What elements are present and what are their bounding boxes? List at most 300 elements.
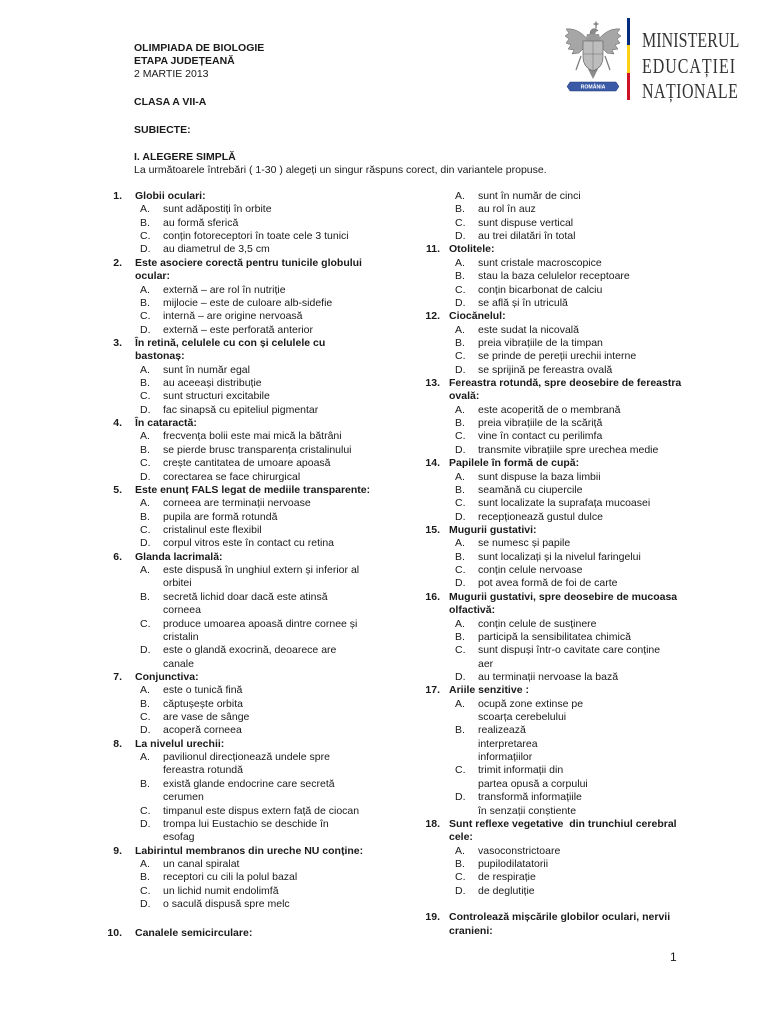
answer-option-d bbox=[0, 577, 768, 590]
question-stem-line bbox=[0, 684, 768, 697]
answer-text: este dispusă în unghiul extern și inferior al bbox=[163, 564, 360, 577]
answer-text: acoperă corneea bbox=[163, 724, 242, 737]
question-18 bbox=[0, 818, 768, 898]
question-number: 18. bbox=[425, 817, 440, 830]
answer-text: sunt localizate la suprafața mucoasei bbox=[478, 497, 651, 510]
answer-option-a bbox=[0, 190, 768, 203]
question-14 bbox=[0, 457, 768, 524]
answer-option-line bbox=[0, 203, 768, 216]
answer-option-a bbox=[0, 324, 768, 337]
answer-text: vine în contact cu perilimfa bbox=[478, 430, 603, 443]
answer-option-d bbox=[0, 230, 768, 243]
answer-letter: D. bbox=[455, 230, 466, 243]
answer-letter: B. bbox=[455, 630, 465, 643]
answer-text: esofag bbox=[163, 831, 195, 844]
question-stem-line bbox=[0, 925, 768, 938]
answer-text: trimit informații din bbox=[478, 764, 564, 777]
answer-option-line bbox=[0, 778, 768, 791]
answer-option-b bbox=[0, 724, 768, 764]
question-stem-line bbox=[0, 591, 768, 604]
answer-option-line bbox=[0, 791, 768, 804]
competition-title: OLIMPIADA DE BIOLOGIE bbox=[134, 42, 265, 54]
question-text: Controlează mișcările globilor oculari, nervii bbox=[449, 911, 671, 924]
question-number: 7. bbox=[113, 670, 122, 683]
answer-option-d bbox=[0, 364, 768, 377]
question-text: În cataractă: bbox=[135, 417, 197, 430]
answer-option-line bbox=[0, 337, 768, 350]
answer-text: preia vibrațiile de la scăriță bbox=[478, 417, 603, 430]
answer-letter: C. bbox=[140, 457, 151, 470]
answer-text: au trei dilatări în total bbox=[478, 230, 576, 243]
question-options-continued bbox=[0, 190, 768, 243]
question-text: ovală: bbox=[449, 390, 480, 403]
question-text: Mugurii gustativi, spre deosebire de mucoasa bbox=[449, 590, 678, 603]
answer-text: se află și în utriculă bbox=[478, 296, 568, 309]
answer-option-line bbox=[0, 671, 768, 684]
competition-stage: ETAPA JUDEȚEANĂ bbox=[134, 55, 235, 67]
answer-letter: A. bbox=[140, 203, 150, 216]
answer-option-d bbox=[0, 297, 768, 310]
answer-letter: B. bbox=[140, 296, 150, 309]
answer-text: se pierde brusc transparența cristalinului bbox=[163, 443, 352, 456]
question-stem-line bbox=[0, 524, 768, 537]
answer-text: conțin bicarbonat de calciu bbox=[478, 283, 603, 296]
question-number: 12. bbox=[425, 310, 440, 323]
answer-option-a bbox=[0, 404, 768, 417]
answer-letter: C. bbox=[455, 871, 466, 884]
question-number: 10. bbox=[107, 927, 122, 939]
question-number: 9. bbox=[113, 844, 122, 857]
answer-letter: C. bbox=[140, 523, 151, 536]
answer-letter: C. bbox=[455, 430, 466, 443]
answer-option-c bbox=[0, 430, 768, 443]
answer-option-line bbox=[0, 471, 768, 484]
answer-text: au aceeași distribuție bbox=[163, 377, 262, 390]
question-text: Papilele în formă de cupă: bbox=[449, 457, 580, 470]
answer-text: fac sinapsă cu epiteliul pigmentar bbox=[163, 403, 319, 416]
answer-text: receptori cu cili la polul bazal bbox=[163, 871, 298, 884]
answer-letter: D. bbox=[455, 296, 466, 309]
answer-letter: A. bbox=[140, 857, 150, 870]
section-title: I. ALEGERE SIMPLĂ bbox=[134, 151, 236, 163]
answer-option-line bbox=[0, 404, 768, 417]
question-number: 4. bbox=[113, 417, 122, 430]
answer-letter: A. bbox=[455, 617, 465, 630]
coat-of-arms-emblem bbox=[563, 20, 623, 98]
answer-option-a bbox=[0, 257, 768, 270]
answer-letter: C. bbox=[140, 617, 151, 630]
answer-text: se sprijină pe fereastra ovală bbox=[478, 363, 613, 376]
question-text: Otolitele: bbox=[449, 243, 495, 256]
answer-text: mijlocie – este de culoare alb-sidefie bbox=[163, 296, 333, 309]
question-stem-line bbox=[0, 390, 768, 403]
question-17 bbox=[0, 684, 768, 818]
ministry-name-line-2: EDUCAȚIEI bbox=[642, 54, 737, 78]
answer-letter: C. bbox=[455, 644, 466, 657]
answer-letter: B. bbox=[455, 550, 465, 563]
answer-text: canale bbox=[163, 657, 194, 670]
answer-text: au formă sferică bbox=[163, 216, 239, 229]
answer-text: fereastra rotundă bbox=[163, 764, 243, 777]
answer-option-d bbox=[0, 444, 768, 457]
answer-letter: B. bbox=[455, 336, 465, 349]
answer-text: sunt dispuse vertical bbox=[478, 216, 574, 229]
answer-letter: D. bbox=[455, 884, 466, 897]
ministry-name-line-1: MINISTERUL bbox=[642, 28, 740, 52]
emblem-banner-text: ROMÂNIA bbox=[580, 84, 606, 91]
answer-letter: D. bbox=[455, 363, 466, 376]
answer-text: conțin celule nervoase bbox=[478, 564, 583, 577]
answer-text: se numesc și papile bbox=[478, 537, 571, 550]
answer-option-c bbox=[0, 644, 768, 671]
answer-option-line bbox=[0, 190, 768, 203]
answer-letter: B. bbox=[140, 871, 150, 884]
answer-letter: B. bbox=[140, 377, 150, 390]
answer-text: corneea bbox=[163, 604, 201, 617]
question-text: Mugurii gustativi: bbox=[449, 523, 537, 536]
answer-letter: D. bbox=[140, 403, 151, 416]
question-stem-line bbox=[0, 911, 768, 924]
question-number: 6. bbox=[113, 550, 122, 563]
answer-option-line bbox=[0, 698, 768, 711]
question-text: Este enunț FALS legat de mediile transparente: bbox=[135, 483, 371, 496]
answer-option-b bbox=[0, 631, 768, 644]
answer-text: vasoconstrictoare bbox=[478, 844, 561, 857]
answer-text: este sudat la nicovală bbox=[478, 323, 579, 336]
question-text: Globii oculari: bbox=[135, 190, 206, 202]
answer-letter: C. bbox=[140, 884, 151, 897]
answer-option-c bbox=[0, 564, 768, 577]
tricolor-bar bbox=[627, 18, 630, 100]
answer-option-line bbox=[0, 551, 768, 564]
answer-letter: B. bbox=[140, 216, 150, 229]
answer-text: în senzații conștiente bbox=[478, 804, 577, 817]
answer-option-line bbox=[0, 257, 768, 270]
answer-option-c bbox=[0, 764, 768, 791]
answer-option-line bbox=[0, 845, 768, 858]
answer-letter: C. bbox=[455, 497, 466, 510]
answer-text: realizează bbox=[478, 724, 526, 737]
answer-option-line bbox=[0, 644, 768, 657]
answer-option-line bbox=[0, 711, 768, 724]
answer-letter: D. bbox=[140, 243, 151, 256]
answer-option-line bbox=[0, 631, 768, 644]
flag-stripe-blue bbox=[627, 18, 630, 45]
answer-text: un lichid numit endolimfă bbox=[163, 884, 279, 897]
answer-text: trompa lui Eustachio se deschide în bbox=[163, 817, 329, 830]
question-text: Ciocănelul: bbox=[449, 310, 506, 323]
answer-option-line bbox=[0, 417, 768, 430]
answer-text: sunt cristale macroscopice bbox=[478, 256, 602, 269]
question-stem-line bbox=[0, 831, 768, 844]
answer-letter: C. bbox=[140, 230, 151, 243]
answer-text: ocupă zone extinse pe bbox=[478, 697, 584, 710]
answer-letter: C. bbox=[455, 350, 466, 363]
question-stem-line bbox=[0, 604, 768, 617]
answer-text: produce umoarea apoasă dintre cornee și bbox=[163, 617, 358, 630]
answer-option-line bbox=[0, 217, 768, 230]
answer-letter: D. bbox=[455, 577, 466, 590]
answer-letter: B. bbox=[455, 483, 465, 496]
question-number: 13. bbox=[425, 377, 440, 390]
question-number: 19. bbox=[425, 911, 440, 924]
answer-option-line bbox=[0, 511, 768, 524]
answer-text: conțin celule de susținere bbox=[478, 617, 597, 630]
answer-letter: A. bbox=[140, 684, 150, 697]
answer-letter: D. bbox=[140, 323, 151, 336]
subjects-heading: SUBIECTE: bbox=[134, 124, 191, 136]
answer-text: sunt adăpostiți în orbite bbox=[163, 203, 272, 216]
answer-option-b bbox=[0, 203, 768, 216]
answer-option-line bbox=[0, 564, 768, 577]
answer-letter: A. bbox=[455, 323, 465, 336]
answer-letter: A. bbox=[455, 844, 465, 857]
answer-option-line bbox=[0, 270, 768, 283]
answer-letter: C. bbox=[455, 283, 466, 296]
question-text: bastonaș: bbox=[135, 350, 185, 363]
questions-column-right bbox=[0, 190, 768, 938]
answer-letter: A. bbox=[140, 283, 150, 296]
question-number: 2. bbox=[113, 256, 122, 269]
answer-text: sunt structuri excitabile bbox=[163, 390, 270, 403]
answer-text: externă – are rol în nutriție bbox=[163, 283, 286, 296]
answer-text: este o tunică fină bbox=[163, 684, 243, 697]
answer-letter: A. bbox=[455, 403, 465, 416]
answer-text: se prinde de pereții urechii interne bbox=[478, 350, 637, 363]
answer-text: cristalin bbox=[163, 630, 199, 643]
answer-letter: D. bbox=[455, 510, 466, 523]
answer-option-line bbox=[0, 350, 768, 363]
answer-text: partea opusă a corpului bbox=[478, 777, 588, 790]
answer-text: există glande endocrine care secretă bbox=[163, 777, 335, 790]
answer-letter: B. bbox=[455, 203, 465, 216]
answer-text: are vase de sânge bbox=[163, 711, 250, 724]
answer-option-line bbox=[0, 738, 768, 751]
answer-option-a bbox=[0, 618, 768, 631]
question-text: Glanda lacrimală: bbox=[135, 550, 223, 563]
answer-letter: D. bbox=[140, 470, 151, 483]
answer-text: sunt în număr de cinci bbox=[478, 190, 581, 202]
answer-letter: C. bbox=[455, 764, 466, 777]
question-text: Conjunctiva: bbox=[135, 670, 199, 683]
answer-letter: C. bbox=[140, 711, 151, 724]
answer-option-line bbox=[0, 618, 768, 631]
answer-letter: A. bbox=[140, 430, 150, 443]
answer-letter: A. bbox=[455, 697, 465, 710]
answer-text: preia vibrațiile de la timpan bbox=[478, 336, 603, 349]
answer-option-a bbox=[0, 845, 768, 858]
answer-text: recepționează gustul dulce bbox=[478, 510, 603, 523]
answer-text: este o glandă exocrină, deoarece are bbox=[163, 644, 337, 657]
question-number: 1. bbox=[113, 190, 122, 202]
answer-text: sunt localizați și la nivelul faringelui bbox=[478, 550, 641, 563]
question-number: 3. bbox=[113, 336, 122, 349]
grade-level: CLASA A VII-A bbox=[134, 96, 207, 108]
question-number: 5. bbox=[113, 483, 122, 496]
question-number: 15. bbox=[425, 523, 440, 536]
answer-text: pupilodilatatorii bbox=[478, 857, 549, 870]
answer-option-c bbox=[0, 350, 768, 363]
answer-letter: A. bbox=[455, 537, 465, 550]
answer-text: sunt dispuși într-o cavitate care conține bbox=[478, 644, 661, 657]
question-text: cranieni: bbox=[449, 924, 493, 937]
answer-text: cristalinul este flexibil bbox=[163, 523, 262, 536]
answer-letter: D. bbox=[140, 724, 151, 737]
answer-option-c bbox=[0, 217, 768, 230]
answer-letter: A. bbox=[140, 564, 150, 577]
answer-text: au diametrul de 3,5 cm bbox=[163, 243, 270, 256]
answer-letter: A. bbox=[455, 256, 465, 269]
question-number: 14. bbox=[425, 457, 440, 470]
answer-option-line bbox=[0, 364, 768, 377]
answer-option-line bbox=[0, 284, 768, 297]
answer-option-line bbox=[0, 885, 768, 898]
answer-text: orbitei bbox=[163, 577, 192, 590]
flag-stripe-red bbox=[627, 73, 630, 100]
question-text: La nivelul urechii: bbox=[135, 737, 225, 750]
answer-letter: B. bbox=[455, 417, 465, 430]
answer-text: au terminații nervoase la bază bbox=[478, 670, 619, 683]
answer-letter: A. bbox=[140, 363, 150, 376]
answer-letter: C. bbox=[455, 216, 466, 229]
answer-option-b bbox=[0, 484, 768, 497]
answer-option-c bbox=[0, 871, 768, 884]
answer-option-line bbox=[0, 497, 768, 510]
question-stem-line bbox=[0, 243, 768, 256]
answer-letter: C. bbox=[140, 390, 151, 403]
question-text: cele: bbox=[449, 831, 473, 844]
section-instructions: La următoarele întrebări ( 1-30 ) alegeți un singur răspuns corect, din variantele propuse. bbox=[134, 164, 547, 176]
answer-option-line bbox=[0, 805, 768, 818]
ministry-name-line-3: NAȚIONALE bbox=[642, 79, 739, 103]
answer-text: corpul vitros este în contact cu retina bbox=[163, 537, 334, 550]
answer-text: timpanul este dispus extern față de ciocan bbox=[163, 804, 360, 817]
answer-text: este acoperită de o membrană bbox=[478, 403, 621, 416]
answer-text: corneea are terminații nervoase bbox=[163, 497, 311, 510]
answer-text: căptușește orbita bbox=[163, 697, 243, 710]
answer-text: pavilionul direcționează undele spre bbox=[163, 751, 330, 764]
answer-option-b bbox=[0, 337, 768, 350]
answer-letter: B. bbox=[455, 724, 465, 737]
page-number: 1 bbox=[670, 950, 677, 964]
answer-letter: B. bbox=[140, 777, 150, 790]
answer-option-line bbox=[0, 858, 768, 871]
answer-text: secretă lichid doar dacă este atinsă bbox=[163, 590, 328, 603]
answer-letter: D. bbox=[455, 670, 466, 683]
answer-text: crește cantitatea de umoare apoasă bbox=[163, 457, 331, 470]
question-text: Labirintul membranos din ureche NU conține: bbox=[135, 844, 364, 857]
answer-text: au rol în auz bbox=[478, 203, 536, 216]
answer-letter: B. bbox=[455, 270, 465, 283]
answer-text: internă – are origine nervoasă bbox=[163, 310, 303, 323]
answer-option-line bbox=[0, 537, 768, 550]
answer-option-line bbox=[0, 658, 768, 671]
answer-text: seamănă cu ciupercile bbox=[478, 483, 583, 496]
question-stem-line bbox=[0, 377, 768, 390]
answer-option-line bbox=[0, 577, 768, 590]
question-text: Este asociere corectă pentru tunicile globului bbox=[135, 256, 362, 269]
answer-letter: C. bbox=[140, 310, 151, 323]
answer-letter: D. bbox=[140, 817, 151, 830]
answer-option-a bbox=[0, 537, 768, 550]
answer-option-a bbox=[0, 698, 768, 725]
question-text: Fereastra rotundă, spre deosebire de fereastra bbox=[449, 377, 682, 390]
answer-option-line bbox=[0, 444, 768, 457]
answer-option-b bbox=[0, 270, 768, 283]
question-number: 11. bbox=[425, 243, 440, 256]
answer-letter: A. bbox=[455, 190, 465, 202]
answer-option-line bbox=[0, 751, 768, 764]
answer-option-d bbox=[0, 885, 768, 898]
answer-text: de respirație bbox=[478, 871, 536, 884]
answer-letter: A. bbox=[455, 470, 465, 483]
answer-option-d bbox=[0, 791, 768, 818]
answer-text: frecvența bolii este mai mică la bătrâni bbox=[163, 430, 342, 443]
answer-option-line bbox=[0, 230, 768, 243]
answer-option-line bbox=[0, 297, 768, 310]
answer-text: de deglutiție bbox=[478, 884, 535, 897]
answer-letter: B. bbox=[455, 857, 465, 870]
answer-option-a bbox=[0, 471, 768, 484]
question-number: 8. bbox=[113, 737, 122, 750]
answer-text: participă la sensibilitatea chimică bbox=[478, 630, 631, 643]
answer-option-c bbox=[0, 497, 768, 510]
question-12 bbox=[0, 310, 768, 377]
question-text: ocular: bbox=[135, 270, 171, 283]
question-16 bbox=[0, 591, 768, 685]
answer-option-line bbox=[0, 764, 768, 777]
answer-option-line bbox=[0, 724, 768, 737]
question-stem-line bbox=[0, 310, 768, 323]
answer-text: interpretarea bbox=[478, 737, 538, 750]
competition-date: 2 MARTIE 2013 bbox=[134, 68, 209, 80]
answer-letter: D. bbox=[455, 443, 466, 456]
answer-text: o saculă dispusă spre melc bbox=[163, 898, 290, 911]
question-stem-line bbox=[0, 818, 768, 831]
answer-option-d bbox=[0, 671, 768, 684]
answer-text: transmite vibrațiile spre urechea medie bbox=[478, 443, 659, 456]
answer-text: stau la baza celulelor receptoare bbox=[478, 270, 630, 283]
answer-letter: D. bbox=[455, 791, 466, 804]
question-19 bbox=[0, 911, 768, 938]
question-text: olfactivă: bbox=[449, 604, 496, 617]
question-stem-line bbox=[0, 457, 768, 470]
answer-letter: B. bbox=[140, 697, 150, 710]
answer-text: sunt dispuse la baza limbii bbox=[478, 470, 601, 483]
answer-letter: C. bbox=[140, 804, 151, 817]
question-number: 17. bbox=[425, 684, 440, 697]
answer-letter: B. bbox=[140, 590, 150, 603]
question-15 bbox=[0, 524, 768, 591]
question-13 bbox=[0, 377, 768, 457]
answer-text: sunt în număr egal bbox=[163, 363, 250, 376]
answer-option-b bbox=[0, 417, 768, 430]
answer-text: pupila are formă rotundă bbox=[163, 510, 278, 523]
answer-option-line bbox=[0, 871, 768, 884]
question-text: Canalele semicirculare: bbox=[135, 927, 253, 939]
question-text: Sunt reflexe vegetative din trunchiul cerebral bbox=[449, 817, 677, 830]
answer-option-c bbox=[0, 284, 768, 297]
answer-letter: D. bbox=[140, 537, 151, 550]
answer-text: corectarea se face chirurgical bbox=[163, 470, 301, 483]
emblem-ribbon bbox=[567, 82, 619, 91]
answer-letter: C. bbox=[455, 564, 466, 577]
answer-text: conțin fotoreceptori în toate cele 3 tunici bbox=[163, 230, 349, 243]
answer-letter: A. bbox=[140, 751, 150, 764]
answer-option-b bbox=[0, 858, 768, 871]
question-text: Ariile senzitive : bbox=[449, 684, 529, 697]
answer-text: aer bbox=[478, 657, 494, 670]
